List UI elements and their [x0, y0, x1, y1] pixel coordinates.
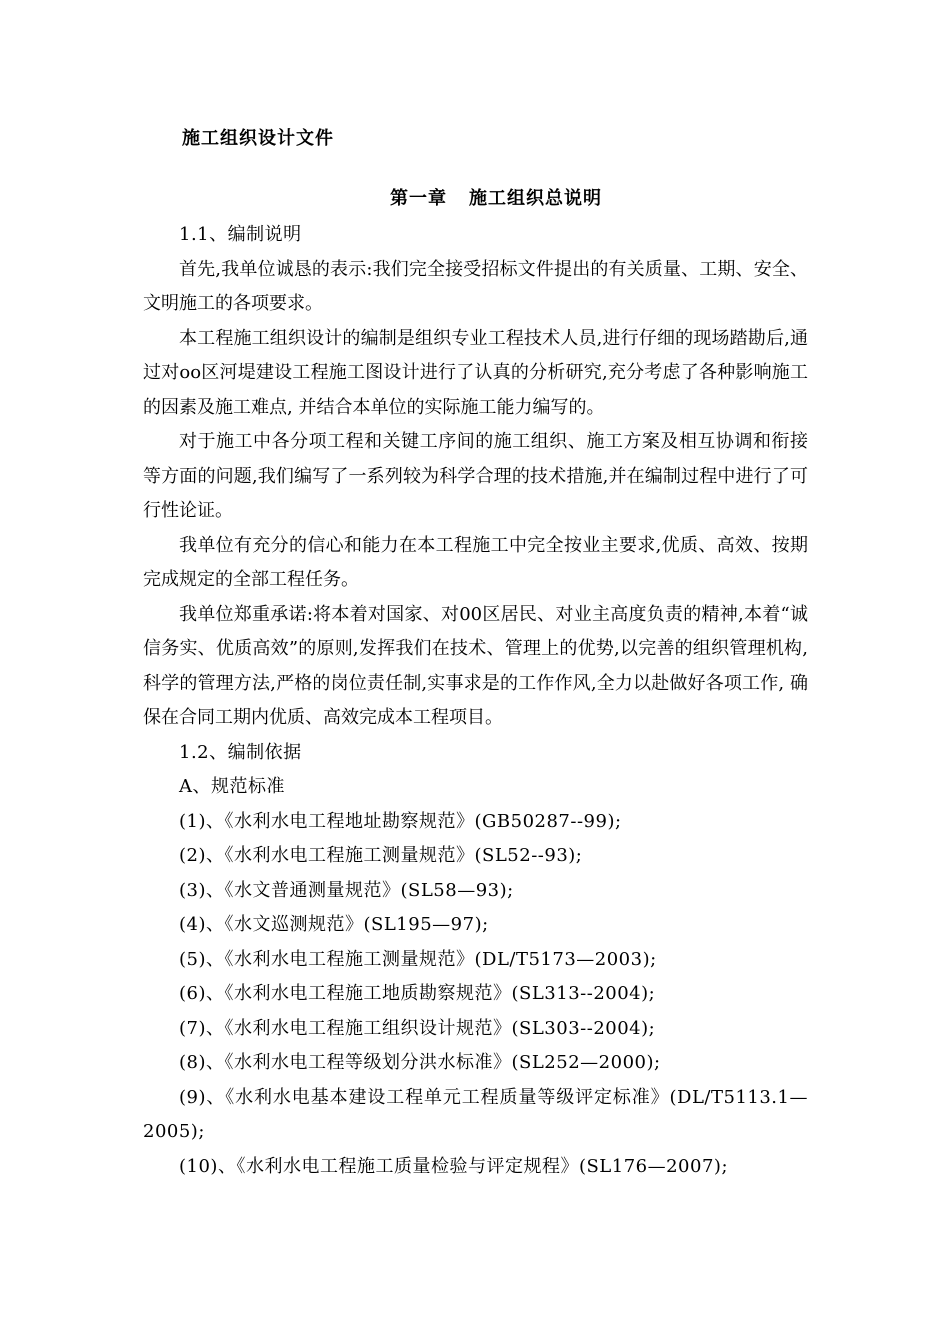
chapter-name: 施工组织总说明 [469, 188, 602, 209]
paragraph: 我单位有充分的信心和能力在本工程施工中完全按业主要求,优质、高效、按期完成规定的全部工程任务。 [143, 534, 808, 590]
standard-item: (6)、《水利水电工程施工地质勘察规范》(SL313--2004); [179, 983, 656, 1004]
standard-item: (4)、《水文巡测规范》(SL195—97); [179, 914, 489, 935]
standard-item: (3)、《水文普通测量规范》(SL58—93); [179, 879, 514, 901]
chapter-title [390, 184, 602, 210]
section-heading-1-1: 1.1、编制说明 [179, 224, 302, 245]
paragraph: 首先,我单位诚恳的表示:我们完全接受招标文件提出的有关质量、工期、安全、文明施工的各项要求。 [143, 258, 808, 314]
standard-item: (7)、《水利水电工程施工组织设计规范》(SL303--2004); [179, 1017, 656, 1039]
section-heading-1-2: 1.2、编制依据 [179, 741, 302, 763]
subsection-heading: A、规范标准 [179, 776, 285, 797]
standard-item: (9)、《水利水电基本建设工程单元工程质量等级评定标准》(DL/T5113.1—2005); [143, 1086, 808, 1142]
standard-item: (1)、《水利水电工程地址勘察规范》(GB50287--99); [179, 810, 622, 832]
document-body [143, 218, 808, 1184]
paragraph: 我单位郑重承诺:将本着对国家、对00区居民、对业主高度负责的精神,本着“诚信务实、优质高效”的原则,发挥我们在技术、管理上的优势,以完善的组织管理机构,科学的管理方法,严格的岗位责任制,实事求是的工作作风,全力以赴做好各项工作, 确保在合同工期内优质、高效完成本工程项目。 [143, 603, 808, 728]
standard-item: (8)、《水利水电工程等级划分洪水标准》(SL252—2000); [179, 1052, 661, 1073]
paragraph: 本工程施工组织设计的编制是组织专业工程技术人员,进行仔细的现场踏勘后,通过对oo区河堤建设工程施工图设计进行了认真的分析研究,充分考虑了各种影响施工的因素及施工难点, 并结合本单位的实际施工能力编写的。 [143, 327, 808, 418]
paragraph: 对于施工中各分项工程和关键工序间的施工组织、施工方案及相互协调和衔接等方面的问题,我们编写了一系列较为科学合理的技术措施,并在编制过程中进行了可行性论证。 [143, 431, 808, 521]
standard-item: (10)、《水利水电工程施工质量检验与评定规程》(SL176—2007); [179, 1155, 729, 1177]
standard-item: (2)、《水利水电工程施工测量规范》(SL52--93); [179, 845, 583, 866]
document-title: 施工组织设计文件 [182, 128, 334, 149]
standard-item: (5)、《水利水电工程施工测量规范》(DL/T5173—2003); [179, 948, 657, 970]
chapter-label: 第一章 [390, 188, 447, 209]
